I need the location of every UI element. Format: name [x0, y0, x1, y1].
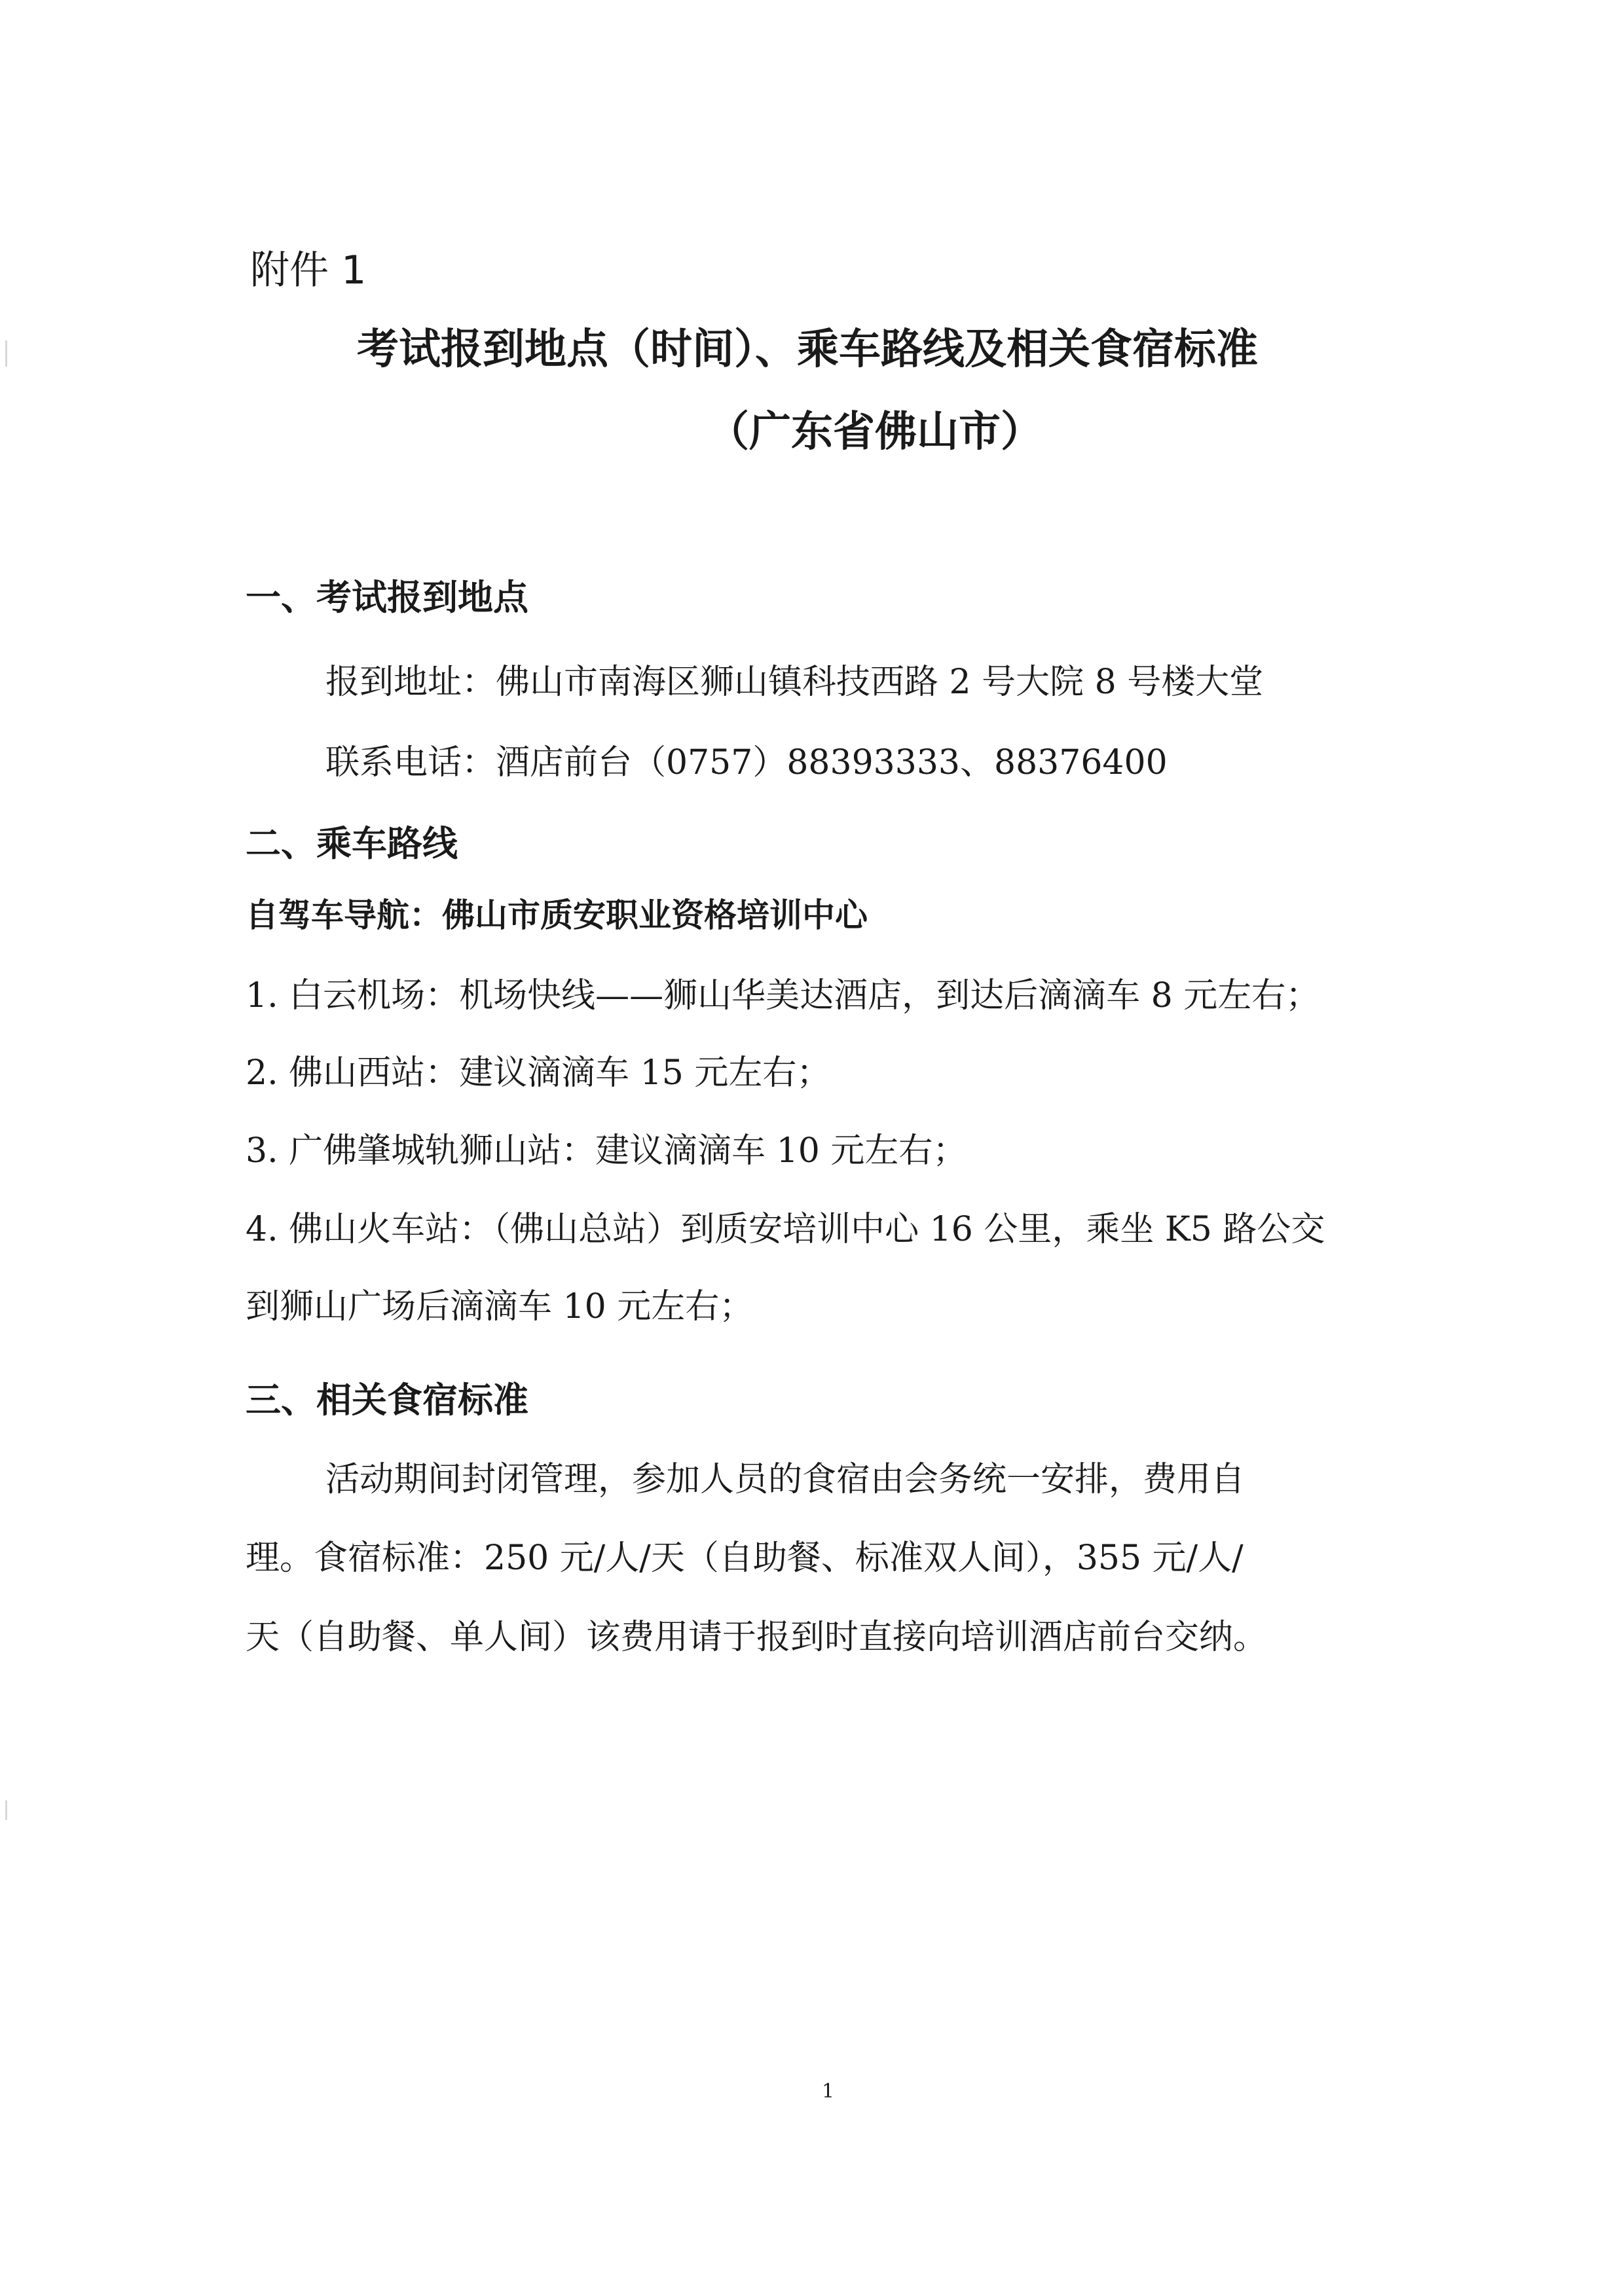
- scan-artifact: [5, 340, 7, 367]
- annex-label: 附件 1: [250, 247, 367, 293]
- report-address: 报到地址：佛山市南海区狮山镇科技西路 2 号大院 8 号楼大堂: [325, 663, 1264, 702]
- section-heading-accommodation: 三、相关食宿标准: [246, 1379, 528, 1421]
- route-item: 4. 佛山火车站：（佛山总站）到质安培训中心 16 公里，乘坐 K5 路公交: [246, 1210, 1325, 1249]
- document-title: 考试报到地点（时间）、乘车路线及相关食宿标准: [357, 325, 1258, 374]
- route-item: 1. 白云机场：机场快线——狮山华美达酒店，到达后滴滴车 8 元左右；: [246, 976, 1320, 1015]
- accommodation-paragraph: 活动期间封闭管理，参加人员的食宿由会务统一安排，费用自: [325, 1460, 1246, 1499]
- scan-artifact: [5, 1800, 7, 1820]
- accommodation-paragraph: 天（自助餐、单人间）该费用请于报到时直接向培训酒店前台交纳。: [246, 1618, 1268, 1657]
- contact-phone: 联系电话：酒店前台（0757）88393333、88376400: [325, 743, 1168, 782]
- document-subtitle: （广东省佛山市）: [707, 408, 1043, 456]
- self-drive-navigation: 自驾车导航：佛山市质安职业资格培训中心: [246, 896, 868, 934]
- route-item: 2. 佛山西站：建议滴滴车 15 元左右；: [246, 1053, 831, 1093]
- route-item: 3. 广佛肇城轨狮山站：建议滴滴车 10 元左右；: [246, 1131, 967, 1171]
- section-heading-routes: 二、乘车路线: [246, 823, 458, 864]
- accommodation-paragraph: 理。食宿标准：250 元/人/天（自助餐、标准双人间），355 元/人/: [246, 1539, 1244, 1578]
- page-number: 1: [822, 2080, 835, 2103]
- route-item-continued: 到狮山广场后滴滴车 10 元左右；: [246, 1287, 754, 1326]
- section-heading-location: 一、考试报到地点: [246, 577, 528, 618]
